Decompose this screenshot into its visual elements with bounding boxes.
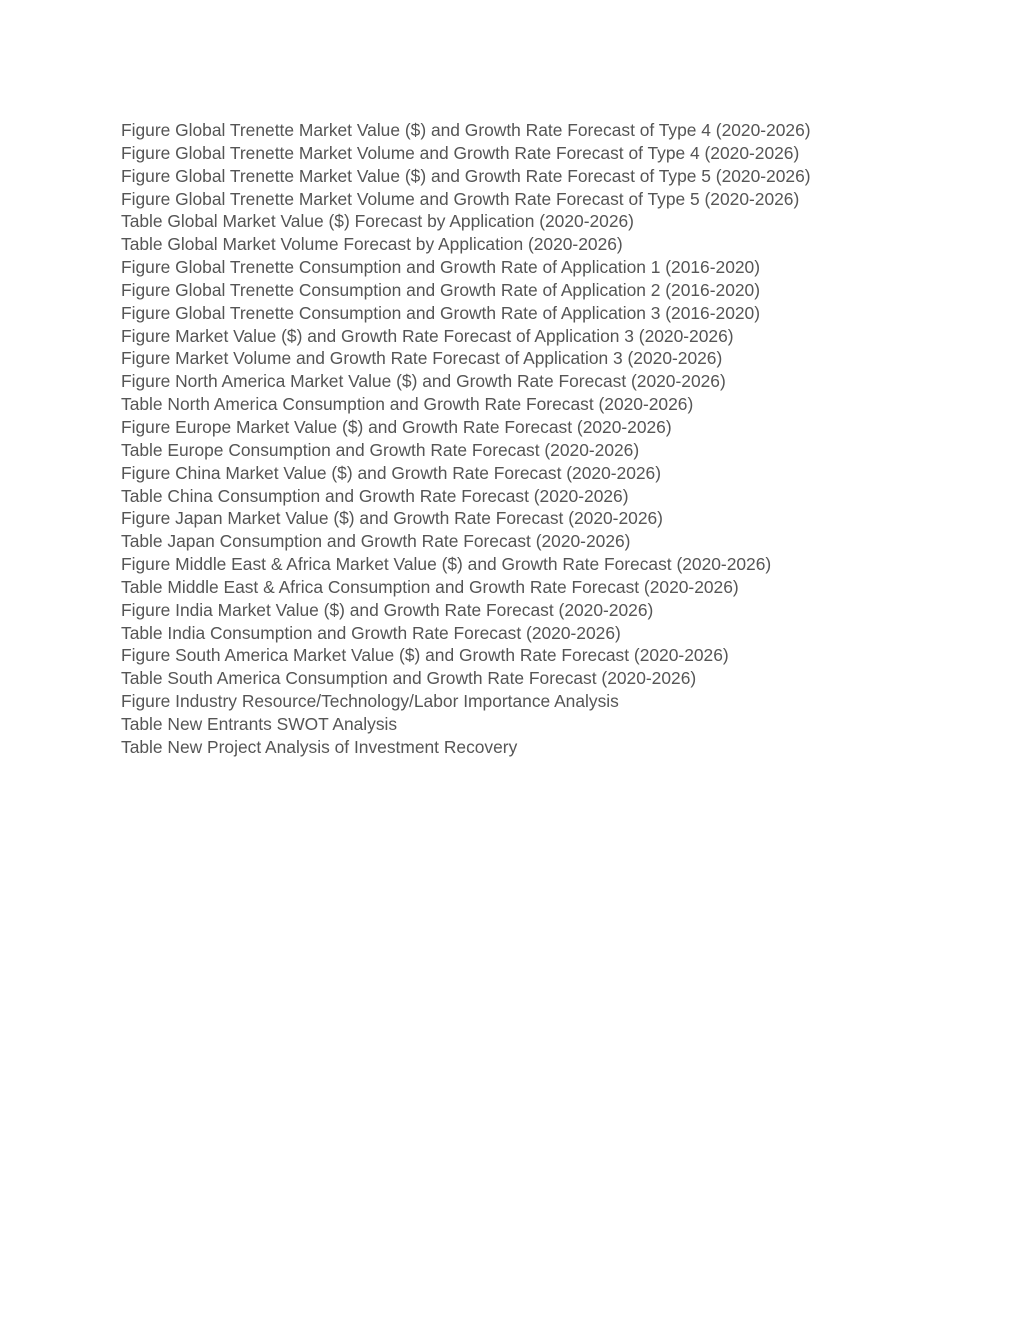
list-item: Table Global Market Value ($) Forecast by Application (2020-2026) bbox=[121, 211, 634, 232]
list-item: Table New Entrants SWOT Analysis bbox=[121, 713, 398, 734]
list-item: Table India Consumption and Growth Rate Forecast (2020-2026) bbox=[121, 622, 621, 643]
list-item: Table Europe Consumption and Growth Rate Forecast (2020-2026) bbox=[121, 439, 640, 460]
list-item: Table China Consumption and Growth Rate Forecast (2020-2026) bbox=[121, 485, 629, 506]
figure-table-list bbox=[121, 119, 981, 759]
list-item: Figure Market Volume and Growth Rate Forecast of Application 3 (2020-2026) bbox=[121, 348, 723, 369]
list-item: Figure Europe Market Value ($) and Growth Rate Forecast (2020-2026) bbox=[121, 416, 672, 437]
list-item: Table New Project Analysis of Investment Recovery bbox=[121, 736, 518, 757]
list-item: Figure Market Value ($) and Growth Rate Forecast of Application 3 (2020-2026) bbox=[121, 325, 734, 346]
list-item: Figure Industry Resource/Technology/Labor Importance Analysis bbox=[121, 691, 619, 712]
list-item: Figure Global Trenette Consumption and Growth Rate of Application 3 (2016-2020) bbox=[121, 302, 760, 323]
list-item: Figure South America Market Value ($) and Growth Rate Forecast (2020-2026) bbox=[121, 645, 729, 666]
list-item: Figure Global Trenette Market Value ($) and Growth Rate Forecast of Type 4 (2020-2026) bbox=[121, 120, 811, 140]
list-item: Table South America Consumption and Growth Rate Forecast (2020-2026) bbox=[121, 668, 697, 689]
list-item: Figure India Market Value ($) and Growth Rate Forecast (2020-2026) bbox=[121, 599, 654, 620]
list-item: Figure China Market Value ($) and Growth Rate Forecast (2020-2026) bbox=[121, 462, 662, 483]
list-item: Figure Global Trenette Consumption and Growth Rate of Application 2 (2016-2020) bbox=[121, 279, 760, 300]
list-item: Figure Japan Market Value ($) and Growth Rate Forecast (2020-2026) bbox=[121, 508, 663, 529]
list-item: Figure Global Trenette Market Volume and Growth Rate Forecast of Type 5 (2020-2026) bbox=[121, 188, 800, 209]
list-item: Figure North America Market Value ($) and Growth Rate Forecast (2020-2026) bbox=[121, 371, 726, 392]
list-item: Figure Global Trenette Market Value ($) and Growth Rate Forecast of Type 5 (2020-2026) bbox=[121, 165, 811, 186]
list-item: Figure Middle East & Africa Market Value ($) and Growth Rate Forecast (2020-2026) bbox=[121, 554, 772, 575]
list-item: Table North America Consumption and Growth Rate Forecast (2020-2026) bbox=[121, 394, 694, 415]
list-item: Figure Global Trenette Consumption and Growth Rate of Application 1 (2016-2020) bbox=[121, 257, 760, 278]
list-item: Table Japan Consumption and Growth Rate Forecast (2020-2026) bbox=[121, 531, 631, 552]
list-item: Table Middle East & Africa Consumption and Growth Rate Forecast (2020-2026) bbox=[121, 576, 739, 597]
list-item: Table Global Market Volume Forecast by Application (2020-2026) bbox=[121, 234, 623, 255]
list-item: Figure Global Trenette Market Volume and Growth Rate Forecast of Type 4 (2020-2026) bbox=[121, 142, 800, 163]
